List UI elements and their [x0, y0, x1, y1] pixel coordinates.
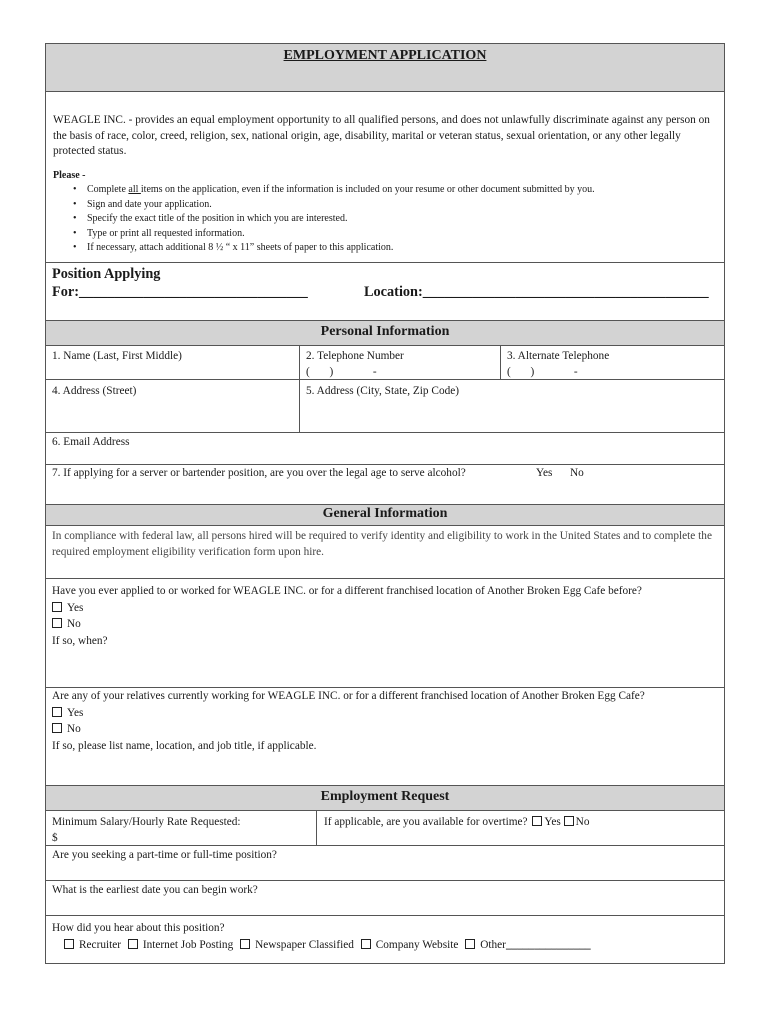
instruction-item: • Type or print all requested information. [73, 227, 716, 242]
employment-application-form [45, 43, 725, 964]
page-title: EMPLOYMENT APPLICATION [283, 48, 487, 63]
overtime-question: If applicable, are you available for overtime? Yes No [324, 816, 590, 828]
referral-row [46, 916, 724, 964]
prior-employment-when[interactable]: If so, when? [52, 634, 108, 647]
overtime-yes[interactable]: Yes [530, 816, 560, 828]
eeo-statement: WEAGLE INC. - provides an equal employment opportunity to all qualified persons, and does not unlawfully discriminate against any person on the basis of race, color, creed, religion, sex, national origin, age, disability, marital or veteran status, sexual orientation, or any other legally protected status. [53, 114, 710, 157]
general-info-title: General Information [322, 506, 448, 521]
referral-website[interactable]: Company Website [361, 939, 459, 951]
employment-request-title: Employment Request [320, 789, 450, 804]
instruction-item: • Specify the exact title of the position in which you are interested. [73, 212, 716, 227]
alcohol-yes-option[interactable]: Yes [536, 467, 553, 479]
intro-section [46, 92, 724, 263]
checkbox-icon[interactable] [52, 707, 62, 717]
checkbox-icon[interactable] [52, 602, 62, 612]
checkbox-icon[interactable] [564, 816, 574, 826]
phone-field[interactable]: 2. Telephone Number ( ) - [306, 350, 404, 378]
alt-phone-field[interactable]: 3. Alternate Telephone ( ) - [507, 350, 610, 378]
prior-employment-question: Have you ever applied to or worked for WEAGLE INC. or for a different franchised location of Another Broken Egg Cafe before? [52, 585, 642, 597]
referral-question: How did you hear about this position? [52, 922, 225, 934]
parttime-row [46, 846, 724, 881]
compliance-section [46, 526, 724, 579]
overtime-no[interactable]: No [564, 816, 590, 828]
title-band [46, 44, 724, 92]
instruction-item: • Sign and date your application. [73, 198, 716, 213]
checkbox-icon[interactable] [52, 618, 62, 628]
relatives-no[interactable]: No [52, 721, 718, 738]
name-field[interactable]: 1. Name (Last, First Middle) [52, 350, 182, 362]
checkbox-icon[interactable] [52, 723, 62, 733]
city-state-zip-field[interactable]: 5. Address (City, State, Zip Code) [306, 385, 460, 397]
checkbox-icon[interactable] [465, 939, 475, 949]
street-address-field[interactable]: 4. Address (Street) [52, 385, 137, 397]
instruction-item: • Complete all items on the application, even if the information is included on your resume or other document submitted by you. [73, 183, 716, 198]
employment-request-header [46, 786, 724, 811]
referral-internet[interactable]: Internet Job Posting [128, 939, 233, 951]
general-info-header [46, 505, 724, 526]
relatives-list[interactable]: If so, please list name, location, and job title, if applicable. [52, 739, 317, 752]
location-field[interactable]: Location:________________________________________ [364, 284, 709, 300]
position-label: Position Applying [52, 266, 161, 282]
personal-info-header [46, 321, 724, 346]
instructions-heading: Please - [53, 169, 86, 181]
alcohol-row [46, 465, 724, 505]
position-section [46, 263, 724, 321]
start-date-question[interactable]: What is the earliest date you can begin work? [52, 884, 258, 896]
start-date-row [46, 881, 724, 916]
relatives-yes[interactable]: Yes [52, 705, 718, 722]
parttime-question[interactable]: Are you seeking a part-time or full-time position? [52, 849, 277, 861]
prior-employment-no[interactable]: No [52, 616, 718, 633]
personal-info-title: Personal Information [320, 324, 450, 339]
referral-other[interactable]: Other_______________ [465, 939, 590, 951]
salary-field[interactable]: Minimum Salary/Hourly Rate Requested: $ [52, 816, 241, 844]
checkbox-icon[interactable] [532, 816, 542, 826]
email-field[interactable]: 6. Email Address [52, 436, 130, 448]
salary-overtime-row [46, 811, 724, 846]
referral-recruiter[interactable]: Recruiter [64, 939, 121, 951]
checkbox-icon[interactable] [64, 939, 74, 949]
position-for-field[interactable]: For:________________________________ [52, 284, 308, 300]
checkbox-icon[interactable] [128, 939, 138, 949]
prior-employment-yes[interactable]: Yes [52, 600, 718, 617]
alcohol-question: 7. If applying for a server or bartender position, are you over the legal age to serve alcohol? [52, 467, 466, 479]
referral-options [52, 937, 718, 954]
checkbox-icon[interactable] [361, 939, 371, 949]
relatives-section [46, 688, 724, 786]
address-row [46, 380, 724, 433]
compliance-statement: In compliance with federal law, all persons hired will be required to verify identity and eligibility to work in the United States and to complete the required employment eligibility verification form upon hire. [52, 530, 712, 558]
referral-newspaper[interactable]: Newspaper Classified [240, 939, 354, 951]
email-row [46, 433, 724, 465]
alcohol-no-option[interactable]: No [570, 467, 584, 479]
instruction-item: • If necessary, attach additional 8 ½ “ x 11” sheets of paper to this application. [73, 241, 716, 256]
instructions-list [53, 183, 716, 256]
name-phone-row [46, 346, 724, 380]
prior-employment-section [46, 579, 724, 688]
relatives-question: Are any of your relatives currently working for WEAGLE INC. or for a different franchised location of Another Broken Egg Cafe? [52, 690, 645, 702]
checkbox-icon[interactable] [240, 939, 250, 949]
